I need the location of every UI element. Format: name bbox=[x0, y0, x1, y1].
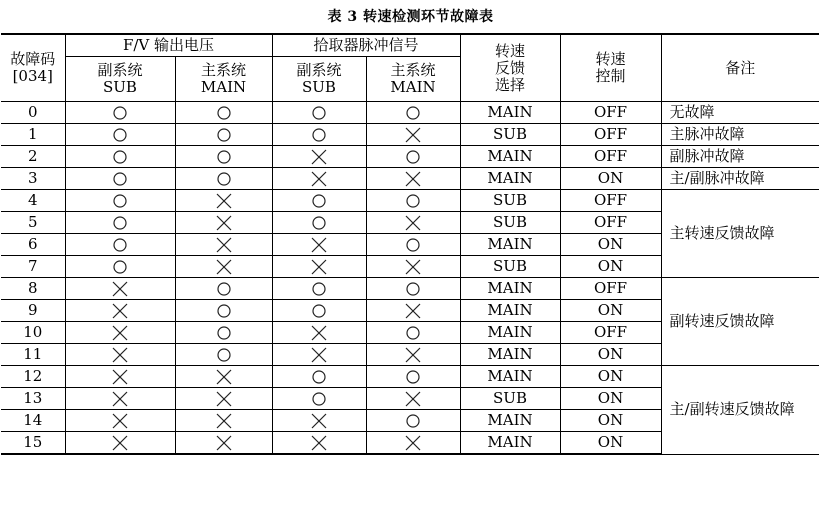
cell-fault-code: 0 bbox=[1, 102, 65, 124]
cell-speed-feedback: SUB bbox=[460, 212, 560, 234]
cross-symbol-icon bbox=[110, 280, 130, 298]
cell-fault-code: 13 bbox=[1, 388, 65, 410]
cell-pk-sub bbox=[272, 102, 366, 124]
cross-symbol-icon bbox=[214, 214, 234, 232]
header-speed-feedback bbox=[460, 34, 560, 102]
cell-fault-code: 10 bbox=[1, 322, 65, 344]
cell-pk-sub bbox=[272, 234, 366, 256]
cross-symbol-icon bbox=[214, 434, 234, 452]
circle-symbol-icon bbox=[403, 412, 423, 430]
cell-pk-main bbox=[366, 432, 460, 455]
fault-table bbox=[1, 33, 819, 455]
header-pickup-main bbox=[366, 57, 460, 102]
cell-fault-code: 9 bbox=[1, 300, 65, 322]
cell-speed-control: OFF bbox=[560, 190, 661, 212]
cell-speed-feedback: MAIN bbox=[460, 322, 560, 344]
cell-fault-code: 5 bbox=[1, 212, 65, 234]
cell-pk-sub bbox=[272, 366, 366, 388]
cell-fv-main bbox=[175, 102, 272, 124]
cell-pk-sub bbox=[272, 388, 366, 410]
circle-symbol-icon bbox=[403, 148, 423, 166]
cell-fv-main bbox=[175, 366, 272, 388]
cell-fv-sub bbox=[65, 366, 175, 388]
cell-pk-sub bbox=[272, 344, 366, 366]
circle-symbol-icon bbox=[214, 324, 234, 342]
header-fv-sub-en: SUB bbox=[103, 78, 137, 96]
cell-speed-feedback: MAIN bbox=[460, 432, 560, 455]
header-fault-code bbox=[1, 34, 65, 102]
cross-symbol-icon bbox=[403, 214, 423, 232]
cell-pk-sub bbox=[272, 278, 366, 300]
cell-speed-control: ON bbox=[560, 300, 661, 322]
circle-symbol-icon bbox=[309, 192, 329, 210]
cross-symbol-icon bbox=[214, 258, 234, 276]
cell-pk-sub bbox=[272, 256, 366, 278]
cell-speed-feedback: MAIN bbox=[460, 278, 560, 300]
cross-symbol-icon bbox=[403, 126, 423, 144]
circle-symbol-icon bbox=[214, 280, 234, 298]
cross-symbol-icon bbox=[110, 390, 130, 408]
cell-speed-control: OFF bbox=[560, 102, 661, 124]
cell-fv-main bbox=[175, 388, 272, 410]
circle-symbol-icon bbox=[309, 368, 329, 386]
cell-fault-code: 12 bbox=[1, 366, 65, 388]
cell-speed-control: ON bbox=[560, 410, 661, 432]
cell-fv-main bbox=[175, 300, 272, 322]
header-fv-main bbox=[175, 57, 272, 102]
cell-fault-code: 11 bbox=[1, 344, 65, 366]
cell-fv-sub bbox=[65, 256, 175, 278]
circle-symbol-icon bbox=[214, 148, 234, 166]
cell-pk-main bbox=[366, 322, 460, 344]
cross-symbol-icon bbox=[403, 170, 423, 188]
circle-symbol-icon bbox=[214, 346, 234, 364]
cell-speed-feedback: SUB bbox=[460, 388, 560, 410]
cell-speed-control: OFF bbox=[560, 124, 661, 146]
cell-note: 副转速反馈故障 bbox=[661, 278, 819, 366]
cell-fv-sub bbox=[65, 124, 175, 146]
header-fv-sub-cn: 副系统 bbox=[97, 61, 143, 79]
cell-pk-sub bbox=[272, 322, 366, 344]
cell-fv-main bbox=[175, 190, 272, 212]
cross-symbol-icon bbox=[403, 390, 423, 408]
cell-fv-sub bbox=[65, 278, 175, 300]
cell-fault-code: 15 bbox=[1, 432, 65, 455]
cell-note: 主脉冲故障 bbox=[661, 124, 819, 146]
cell-pk-main bbox=[366, 410, 460, 432]
circle-symbol-icon bbox=[110, 170, 130, 188]
circle-symbol-icon bbox=[110, 192, 130, 210]
cell-fv-main bbox=[175, 278, 272, 300]
cell-fault-code: 6 bbox=[1, 234, 65, 256]
circle-symbol-icon bbox=[110, 258, 130, 276]
header-fv-sub bbox=[65, 57, 175, 102]
circle-symbol-icon bbox=[110, 126, 130, 144]
cell-fv-sub bbox=[65, 234, 175, 256]
cell-fault-code: 2 bbox=[1, 146, 65, 168]
cell-fault-code: 14 bbox=[1, 410, 65, 432]
cell-pk-sub bbox=[272, 410, 366, 432]
cell-fault-code: 8 bbox=[1, 278, 65, 300]
circle-symbol-icon bbox=[309, 104, 329, 122]
cell-speed-control: ON bbox=[560, 344, 661, 366]
cell-pk-main bbox=[366, 234, 460, 256]
cell-fv-sub bbox=[65, 300, 175, 322]
cell-pk-main bbox=[366, 212, 460, 234]
header-pickup-main-en: MAIN bbox=[390, 78, 436, 96]
header-speed-feedback-line1: 转速 bbox=[495, 41, 526, 60]
cell-fv-main bbox=[175, 146, 272, 168]
cell-fv-sub bbox=[65, 212, 175, 234]
cell-speed-feedback: SUB bbox=[460, 124, 560, 146]
cell-speed-control: ON bbox=[560, 432, 661, 455]
cross-symbol-icon bbox=[214, 236, 234, 254]
header-speed-feedback-line3: 选择 bbox=[495, 75, 526, 94]
cell-pk-sub bbox=[272, 168, 366, 190]
cell-pk-main bbox=[366, 190, 460, 212]
cell-fv-sub bbox=[65, 432, 175, 455]
header-pickup-sub-en: SUB bbox=[302, 78, 336, 96]
cell-speed-control: ON bbox=[560, 366, 661, 388]
cell-fv-main bbox=[175, 432, 272, 455]
circle-symbol-icon bbox=[309, 214, 329, 232]
cell-speed-feedback: MAIN bbox=[460, 300, 560, 322]
cross-symbol-icon bbox=[309, 412, 329, 430]
table-title: 表 3 转速检测环节故障表 bbox=[327, 9, 494, 25]
circle-symbol-icon bbox=[309, 126, 329, 144]
header-fv-main-cn: 主系统 bbox=[200, 61, 246, 79]
cross-symbol-icon bbox=[110, 412, 130, 430]
cell-note: 主/副脉冲故障 bbox=[661, 168, 819, 190]
cell-speed-feedback: MAIN bbox=[460, 344, 560, 366]
cross-symbol-icon bbox=[403, 258, 423, 276]
cell-fv-sub bbox=[65, 344, 175, 366]
header-pickup-main-cn: 主系统 bbox=[390, 61, 436, 79]
circle-symbol-icon bbox=[110, 104, 130, 122]
cross-symbol-icon bbox=[214, 368, 234, 386]
cross-symbol-icon bbox=[403, 346, 423, 364]
circle-symbol-icon bbox=[403, 192, 423, 210]
header-speed-control bbox=[560, 34, 661, 102]
table-row bbox=[1, 366, 819, 388]
cross-symbol-icon bbox=[309, 258, 329, 276]
header-fv-output: F/V 输出电压 bbox=[65, 34, 272, 57]
cell-pk-main bbox=[366, 300, 460, 322]
cell-pk-sub bbox=[272, 212, 366, 234]
table-row bbox=[1, 190, 819, 212]
cell-speed-feedback: MAIN bbox=[460, 410, 560, 432]
cross-symbol-icon bbox=[309, 324, 329, 342]
cell-pk-main bbox=[366, 388, 460, 410]
cell-fv-main bbox=[175, 256, 272, 278]
cell-fault-code: 7 bbox=[1, 256, 65, 278]
cross-symbol-icon bbox=[214, 412, 234, 430]
table-row bbox=[1, 278, 819, 300]
cross-symbol-icon bbox=[110, 302, 130, 320]
cell-pk-sub bbox=[272, 146, 366, 168]
circle-symbol-icon bbox=[110, 148, 130, 166]
cell-speed-feedback: MAIN bbox=[460, 102, 560, 124]
cell-pk-sub bbox=[272, 124, 366, 146]
cell-fv-sub bbox=[65, 190, 175, 212]
cell-fault-code: 1 bbox=[1, 124, 65, 146]
cell-pk-sub bbox=[272, 432, 366, 455]
cell-speed-control: ON bbox=[560, 168, 661, 190]
circle-symbol-icon bbox=[309, 280, 329, 298]
cell-speed-feedback: MAIN bbox=[460, 234, 560, 256]
table-row bbox=[1, 124, 819, 146]
cell-speed-feedback: SUB bbox=[460, 190, 560, 212]
cell-pk-main bbox=[366, 146, 460, 168]
circle-symbol-icon bbox=[403, 236, 423, 254]
cell-speed-feedback: SUB bbox=[460, 256, 560, 278]
cross-symbol-icon bbox=[309, 434, 329, 452]
cell-speed-control: ON bbox=[560, 234, 661, 256]
cell-note: 副脉冲故障 bbox=[661, 146, 819, 168]
header-speed-control-line2: 控制 bbox=[595, 67, 626, 85]
cell-note: 无故障 bbox=[661, 102, 819, 124]
cell-fv-main bbox=[175, 322, 272, 344]
cross-symbol-icon bbox=[309, 346, 329, 364]
circle-symbol-icon bbox=[403, 324, 423, 342]
table-row bbox=[1, 168, 819, 190]
cell-fv-sub bbox=[65, 410, 175, 432]
cell-speed-control: OFF bbox=[560, 278, 661, 300]
cell-pk-sub bbox=[272, 190, 366, 212]
header-pickup-pulse: 拾取器脉冲信号 bbox=[272, 34, 460, 57]
cell-fv-main bbox=[175, 168, 272, 190]
header-pickup-sub bbox=[272, 57, 366, 102]
header-speed-feedback-line2: 反馈 bbox=[495, 58, 526, 77]
cell-pk-sub bbox=[272, 300, 366, 322]
cell-speed-control: ON bbox=[560, 388, 661, 410]
circle-symbol-icon bbox=[403, 368, 423, 386]
cell-fv-sub bbox=[65, 102, 175, 124]
circle-symbol-icon bbox=[110, 214, 130, 232]
cell-fault-code: 4 bbox=[1, 190, 65, 212]
header-pickup-sub-cn: 副系统 bbox=[296, 61, 342, 79]
cross-symbol-icon bbox=[403, 434, 423, 452]
cell-speed-feedback: MAIN bbox=[460, 168, 560, 190]
table-row bbox=[1, 102, 819, 124]
cell-pk-main bbox=[366, 168, 460, 190]
cell-speed-control: OFF bbox=[560, 212, 661, 234]
circle-symbol-icon bbox=[214, 170, 234, 188]
header-fault-code-param: [034] bbox=[12, 67, 53, 85]
cross-symbol-icon bbox=[214, 192, 234, 210]
cross-symbol-icon bbox=[309, 236, 329, 254]
cross-symbol-icon bbox=[214, 390, 234, 408]
cell-note: 主转速反馈故障 bbox=[661, 190, 819, 278]
cell-pk-main bbox=[366, 256, 460, 278]
cell-fv-main bbox=[175, 124, 272, 146]
cell-pk-main bbox=[366, 366, 460, 388]
circle-symbol-icon bbox=[309, 390, 329, 408]
cross-symbol-icon bbox=[403, 302, 423, 320]
cell-fv-main bbox=[175, 344, 272, 366]
header-fault-code-label: 故障码 bbox=[10, 50, 56, 68]
cell-pk-main bbox=[366, 102, 460, 124]
cell-fv-main bbox=[175, 234, 272, 256]
cell-speed-control: OFF bbox=[560, 146, 661, 168]
cell-pk-main bbox=[366, 344, 460, 366]
cell-speed-control: OFF bbox=[560, 322, 661, 344]
cell-fv-main bbox=[175, 410, 272, 432]
cell-fv-sub bbox=[65, 388, 175, 410]
cell-fault-code: 3 bbox=[1, 168, 65, 190]
cell-fv-sub bbox=[65, 168, 175, 190]
cross-symbol-icon bbox=[110, 434, 130, 452]
cell-speed-feedback: MAIN bbox=[460, 146, 560, 168]
circle-symbol-icon bbox=[214, 104, 234, 122]
cross-symbol-icon bbox=[110, 346, 130, 364]
cell-note: 主/副转速反馈故障 bbox=[661, 366, 819, 455]
circle-symbol-icon bbox=[403, 280, 423, 298]
fault-table-body bbox=[1, 102, 819, 455]
cross-symbol-icon bbox=[110, 368, 130, 386]
cross-symbol-icon bbox=[309, 148, 329, 166]
cell-speed-control: ON bbox=[560, 256, 661, 278]
circle-symbol-icon bbox=[214, 302, 234, 320]
header-fv-main-en: MAIN bbox=[200, 78, 247, 96]
header-note: 备注 bbox=[661, 34, 819, 102]
cell-fv-sub bbox=[65, 322, 175, 344]
cell-fv-sub bbox=[65, 146, 175, 168]
cell-fv-main bbox=[175, 212, 272, 234]
circle-symbol-icon bbox=[403, 104, 423, 122]
circle-symbol-icon bbox=[110, 236, 130, 254]
circle-symbol-icon bbox=[214, 126, 234, 144]
cell-speed-feedback: MAIN bbox=[460, 366, 560, 388]
cross-symbol-icon bbox=[110, 324, 130, 342]
table-row bbox=[1, 146, 819, 168]
cell-pk-main bbox=[366, 124, 460, 146]
header-speed-control-line1: 转速 bbox=[595, 50, 626, 68]
cell-pk-main bbox=[366, 278, 460, 300]
cross-symbol-icon bbox=[309, 170, 329, 188]
circle-symbol-icon bbox=[309, 302, 329, 320]
